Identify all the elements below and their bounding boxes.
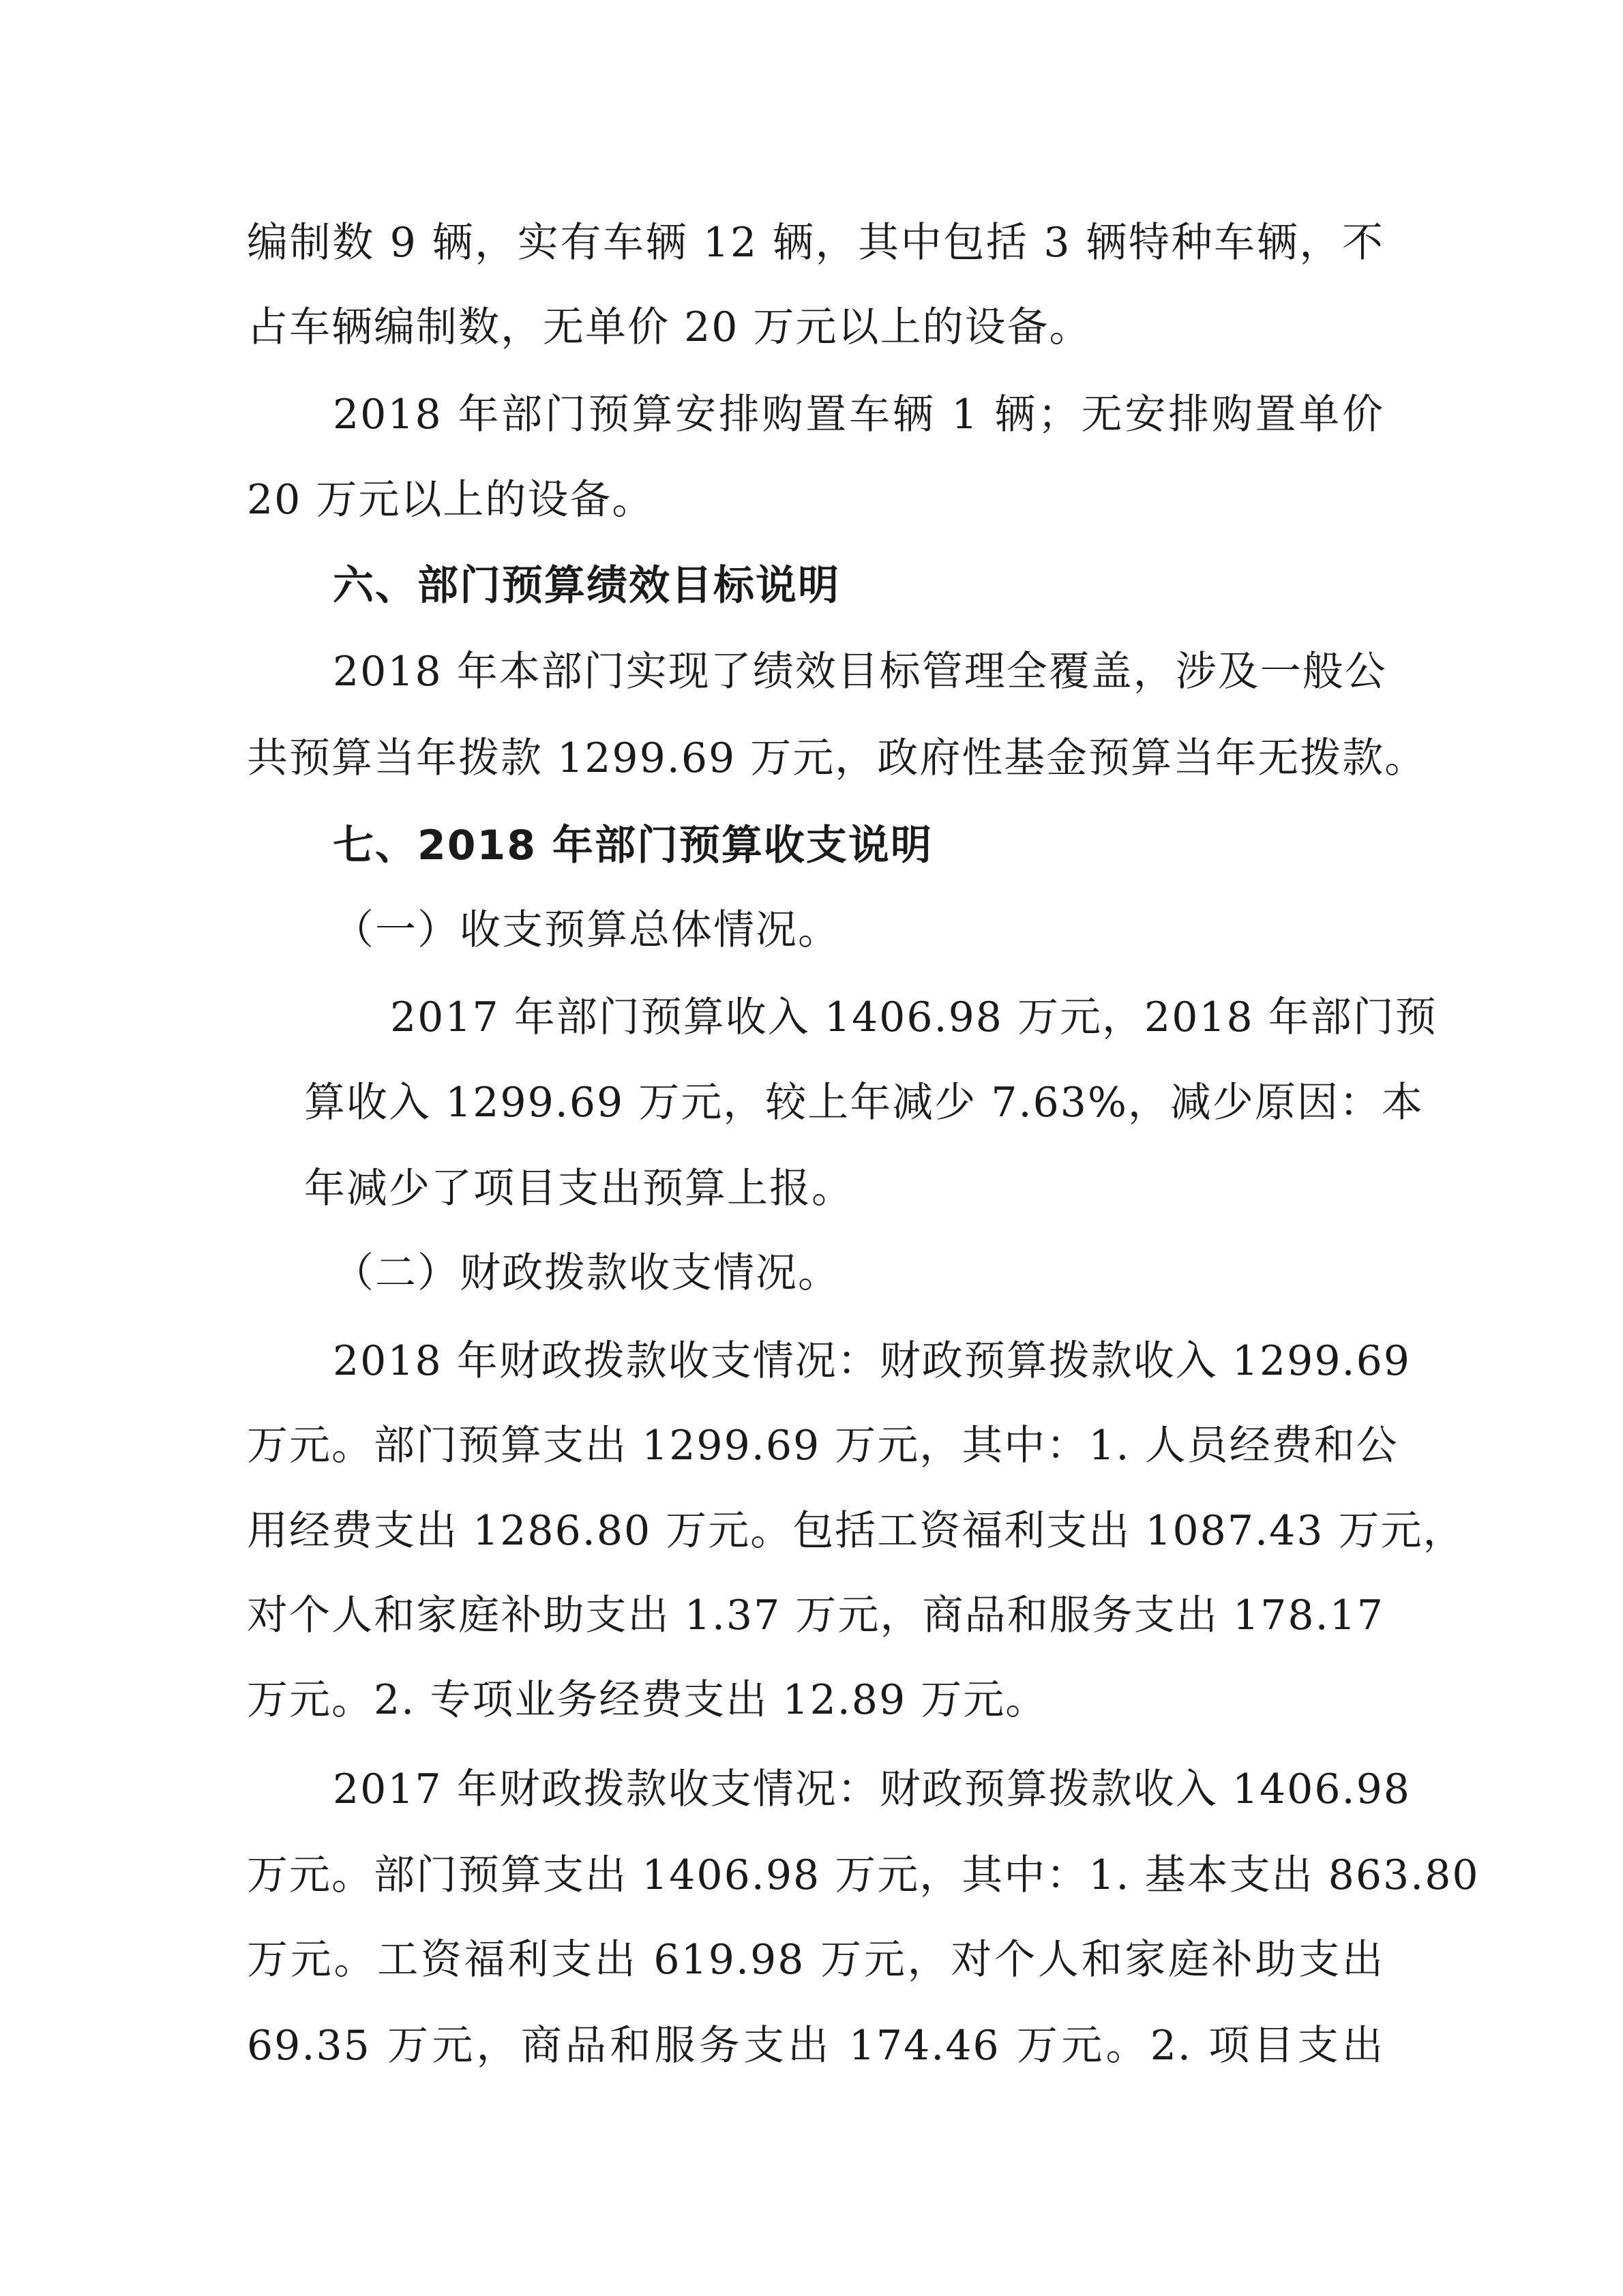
section-heading: 七、2018 年部门预算收支说明 <box>333 822 933 869</box>
paragraph-line: 2017 年部门预算收入 1406.98 万元，2018 年部门预 <box>390 994 1438 1041</box>
paragraph-line: 2018 年本部门实现了绩效目标管理全覆盖，涉及一般公 <box>333 648 1387 696</box>
paragraph-line: 2017 年财政拨款收支情况：财政预算拨款收入 1406.98 <box>333 1765 1411 1813</box>
paragraph-line: 编制数 9 辆，实有车辆 12 辆，其中包括 3 辆特种车辆，不 <box>247 219 1384 267</box>
paragraph-line: 20 万元以上的设备。 <box>247 476 655 524</box>
paragraph-line: 2018 年财政拨款收支情况：财政预算拨款收入 1299.69 <box>333 1337 1411 1385</box>
paragraph-line: 69.35 万元，商品和服务支出 174.46 万元。2. 项目支出 <box>247 2022 1384 2070</box>
paragraph-line: 万元。部门预算支出 1406.98 万元，其中：1. 基本支出 863.80 <box>247 1851 1480 1899</box>
paragraph-line: 年减少了项目支出预算上报。 <box>304 1165 854 1212</box>
paragraph-line: 万元。工资福利支出 619.98 万元，对个人和家庭补助支出 <box>247 1936 1384 1984</box>
paragraph-line: 对个人和家庭补助支出 1.37 万元，商品和服务支出 178.17 <box>247 1592 1384 1639</box>
subsection-heading: （一）收支预算总体情况。 <box>333 906 840 954</box>
paragraph-line: 占车辆编制数，无单价 20 万元以上的设备。 <box>247 303 1092 351</box>
subsection-heading: （二）财政拨款收支情况。 <box>333 1249 840 1297</box>
paragraph-line: 算收入 1299.69 万元，较上年减少 7.63%，减少原因：本 <box>304 1079 1424 1127</box>
paragraph-line: 2018 年部门预算安排购置车辆 1 辆；无安排购置单价 <box>333 391 1384 438</box>
paragraph-line: 万元。2. 专项业务经费支出 12.89 万元。 <box>247 1676 1048 1724</box>
paragraph-line: 共预算当年拨款 1299.69 万元，政府性基金预算当年无拨款。 <box>247 734 1427 782</box>
section-heading: 六、部门预算绩效目标说明 <box>333 562 840 610</box>
paragraph-line: 用经费支出 1286.80 万元。包括工资福利支出 1087.43 万元， <box>247 1507 1465 1555</box>
paragraph-line: 万元。部门预算支出 1299.69 万元，其中：1. 人员经费和公 <box>247 1422 1399 1470</box>
